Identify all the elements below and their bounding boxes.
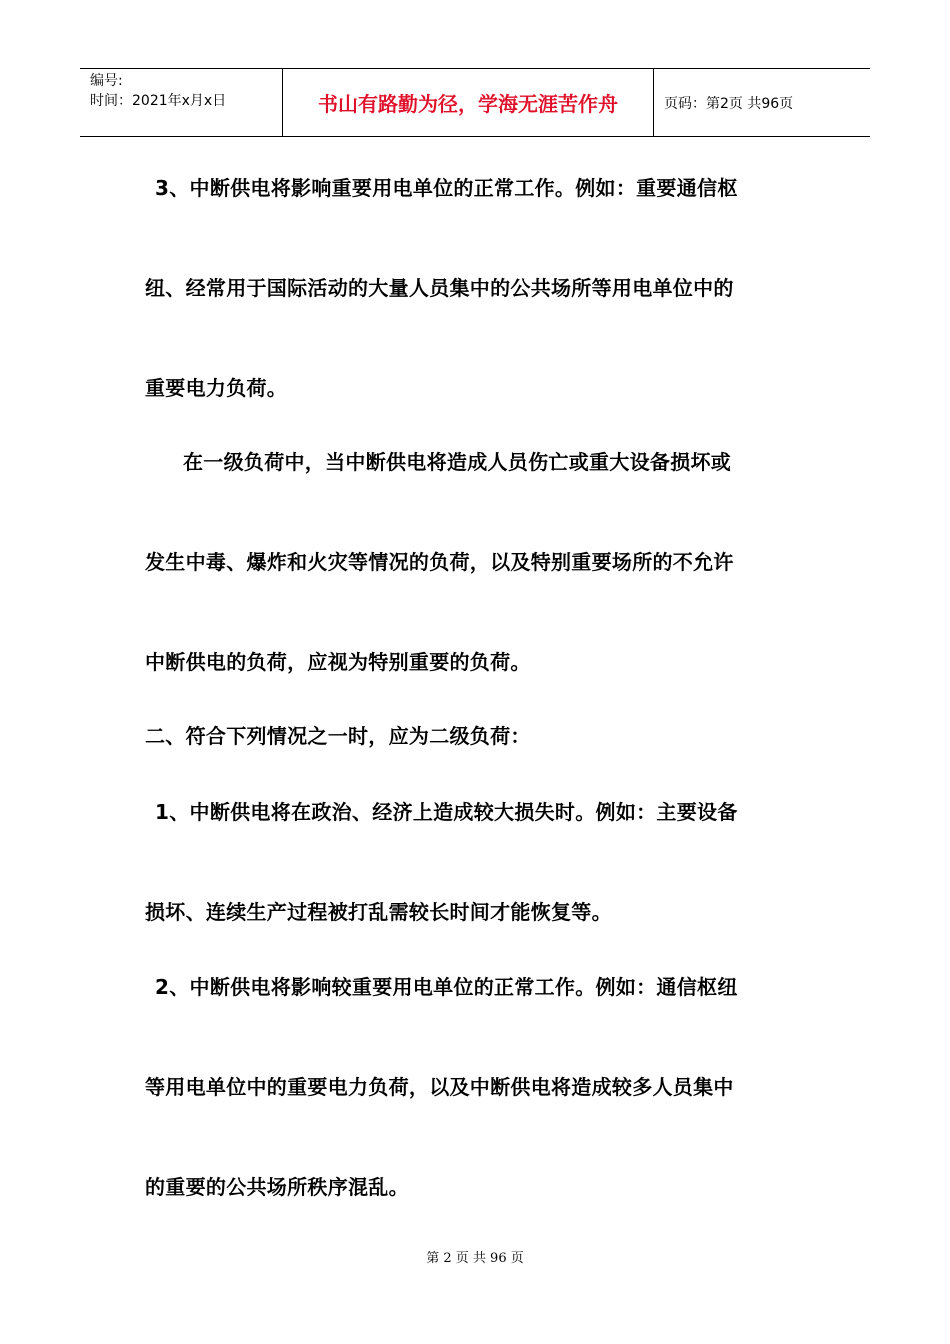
paragraph-line: 中断供电的负荷，应视为特别重要的负荷。: [145, 650, 531, 674]
document-header: [80, 68, 870, 137]
page-footer: 第 2 页 共 96 页: [426, 1251, 524, 1266]
motto-text: 书山有路勤为径，学海无涯苦作舟: [318, 92, 618, 116]
header-page-info: [654, 69, 870, 136]
paragraph-line: 纽、经常用于国际活动的大量人员集中的公共场所等用电单位中的: [145, 276, 734, 300]
header-motto: [282, 69, 654, 136]
header-meta: [80, 69, 282, 136]
paragraph-line: 的重要的公共场所秩序混乱。: [145, 1175, 409, 1199]
paragraph-line: 损坏、连续生产过程被打乱需较长时间才能恢复等。: [145, 900, 612, 924]
paragraph-line: 3、中断供电将影响重要用电单位的正常工作。例如：重要通信枢: [155, 176, 738, 200]
paragraph-line: 在一级负荷中，当中断供电将造成人员伤亡或重大设备损坏或: [183, 450, 732, 474]
paragraph-line: 2、中断供电将影响较重要用电单位的正常工作。例如：通信枢纽: [155, 975, 738, 999]
paragraph-line: 重要电力负荷。: [145, 376, 288, 400]
time-label: 时间：2021年x月x日: [90, 93, 227, 109]
paragraph-line: 二、符合下列情况之一时，应为二级负荷：: [145, 724, 531, 748]
paragraph-line: 发生中毒、爆炸和火灾等情况的负荷，以及特别重要场所的不允许: [145, 550, 734, 574]
paragraph-line: 1、中断供电将在政治、经济上造成较大损失时。例如：主要设备: [155, 800, 738, 824]
paragraph-line: 等用电单位中的重要电力负荷，以及中断供电将造成较多人员集中: [145, 1075, 734, 1099]
number-label: 编号:: [90, 73, 123, 89]
page-info-text: 页码：第2页 共96页: [664, 95, 794, 112]
